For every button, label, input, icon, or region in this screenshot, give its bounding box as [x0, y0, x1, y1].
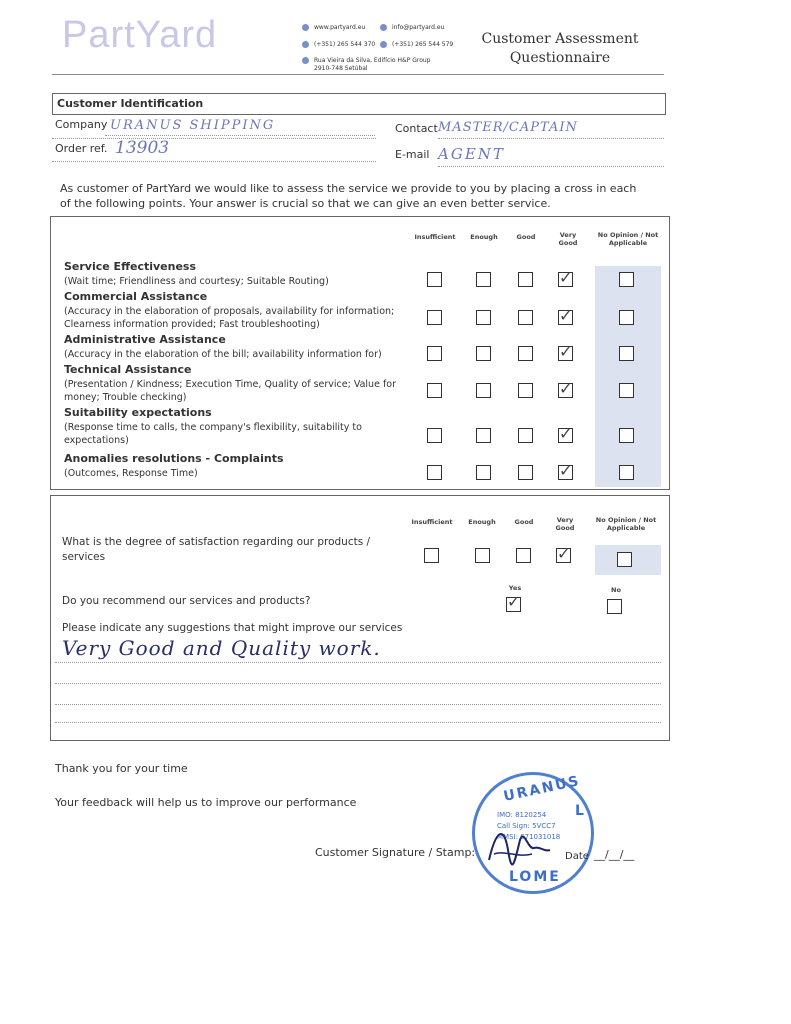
criterion-title: Administrative Assistance — [64, 333, 226, 346]
criterion-title: Anomalies resolutions - Complaints — [64, 452, 284, 465]
criterion-enough-checkbox[interactable] — [476, 383, 491, 398]
criterion-good-checkbox[interactable] — [518, 272, 533, 287]
email-underline — [438, 166, 664, 167]
check-mark-icon: ✓ — [557, 544, 571, 563]
order-underline — [52, 161, 376, 162]
col2-not-applicable: No Opinion / Not Applicable — [595, 516, 657, 532]
email-label: E-mail — [395, 148, 430, 161]
criterion-enough-checkbox[interactable] — [476, 346, 491, 361]
check-mark-icon: ✓ — [507, 592, 521, 611]
email-line: info@partyard.eu — [380, 24, 444, 31]
suggestion-line-3 — [55, 704, 661, 705]
criterion-good-checkbox[interactable] — [518, 383, 533, 398]
check-mark-icon: ✓ — [559, 379, 573, 398]
col-good: Good — [516, 233, 536, 241]
criterion-enough-checkbox[interactable] — [476, 272, 491, 287]
criterion-very-good-checkbox[interactable] — [558, 461, 573, 480]
criterion-very-good-checkbox[interactable] — [558, 424, 573, 443]
col2-good: Good — [514, 518, 534, 526]
criterion-good-checkbox[interactable] — [518, 428, 533, 443]
col2-insufficient: Insufficient — [411, 518, 453, 526]
suggestion-line-4 — [55, 722, 661, 723]
stamp-line-2: Call Sign: 5VCC7 — [497, 822, 556, 830]
criterion-description: (Presentation / Kindness; Execution Time, Quality of service; Value for money; Trouble checking) — [64, 379, 397, 403]
phone2-line: (+351) 265 544 579 — [380, 41, 453, 48]
col-insufficient: Insufficient — [414, 233, 456, 241]
stamp-line-3: MMSI: 671031018 — [497, 833, 561, 841]
criterion-description: (Response time to calls, the company's flexibility, suitability to expectations) — [64, 422, 362, 446]
criterion-description: (Outcomes, Response Time) — [64, 468, 198, 479]
col2-very-good: Very Good — [555, 516, 575, 532]
globe-icon — [302, 24, 309, 31]
satisfaction-question: What is the degree of satisfaction regarding our products / services — [62, 536, 371, 563]
contact-label: Contact — [395, 122, 438, 135]
check-mark-icon: ✓ — [559, 306, 573, 325]
identification-heading: Customer Identification — [57, 97, 204, 110]
satisfaction-very-good-checkbox[interactable] — [556, 544, 571, 563]
criterion-na-checkbox[interactable] — [619, 310, 634, 325]
criterion-title: Technical Assistance — [64, 363, 192, 376]
no-label: No — [611, 586, 621, 594]
check-mark-icon: ✓ — [559, 424, 573, 443]
date-label: Date — [565, 851, 589, 862]
fax-icon — [380, 41, 387, 48]
criterion-description: (Wait time; Friendliness and courtesy; Suitable Routing) — [64, 276, 329, 287]
order-value: 13903 — [115, 138, 170, 158]
criterion-good-checkbox[interactable] — [518, 310, 533, 325]
order-top-rule — [52, 138, 376, 139]
col2-enough: Enough — [468, 518, 496, 526]
criterion-very-good-checkbox[interactable] — [558, 306, 573, 325]
email-value: AGENT — [438, 145, 505, 163]
criterion-enough-checkbox[interactable] — [476, 428, 491, 443]
suggestion-line-2 — [55, 683, 661, 684]
recommend-question: Do you recommend our services and products? — [62, 595, 311, 607]
col-not-applicable: No Opinion / Not Applicable — [597, 231, 659, 247]
na-column-shade — [595, 266, 661, 487]
location-icon — [302, 57, 309, 64]
criterion-insufficient-checkbox[interactable] — [427, 383, 442, 398]
criterion-na-checkbox[interactable] — [619, 428, 634, 443]
criterion-good-checkbox[interactable] — [518, 346, 533, 361]
intro-paragraph: As customer of PartYard we would like to assess the service we provide to you by placing a cross in each of the following points. Your answer is crucial so that we can give an even better service. — [60, 182, 637, 210]
check-mark-icon: ✓ — [559, 268, 573, 287]
satisfaction-insufficient-checkbox[interactable] — [424, 548, 439, 563]
satisfaction-enough-checkbox[interactable] — [475, 548, 490, 563]
contact-value: MASTER/CAPTAIN — [438, 120, 578, 135]
criterion-description: (Accuracy in the elaboration of proposals, availability for information; Clearness information provided; Fast troubleshooting) — [64, 306, 395, 330]
yes-label: Yes — [508, 584, 522, 592]
suggestions-answer: Very Good and Quality work. — [62, 636, 381, 660]
stamp-top-text: URANUS — [502, 773, 582, 805]
stamp-line-1: IMO: 8120254 — [497, 811, 547, 819]
partyard-logo: PartYard — [62, 14, 218, 56]
criterion-title: Service Effectiveness — [64, 260, 197, 273]
suggestion-line-1 — [55, 662, 661, 663]
feedback-text: Your feedback will help us to improve our performance — [55, 796, 357, 809]
criterion-very-good-checkbox[interactable] — [558, 379, 573, 398]
document-title: Customer Assessment Questionnaire — [481, 31, 639, 66]
criterion-insufficient-checkbox[interactable] — [427, 310, 442, 325]
criterion-title: Suitability expectations — [64, 406, 212, 419]
criterion-na-checkbox[interactable] — [619, 383, 634, 398]
criterion-good-checkbox[interactable] — [518, 465, 533, 480]
stamp-bottom-text: LOME — [509, 869, 561, 885]
satisfaction-good-checkbox[interactable] — [516, 548, 531, 563]
criterion-enough-checkbox[interactable] — [476, 310, 491, 325]
phone1-line: (+351) 265 544 370 — [302, 41, 375, 48]
check-mark-icon: ✓ — [559, 342, 573, 361]
criterion-enough-checkbox[interactable] — [476, 465, 491, 480]
col-enough: Enough — [470, 233, 498, 241]
thanks-text: Thank you for your time — [55, 762, 188, 775]
handwritten-signature — [484, 820, 554, 870]
criterion-insufficient-checkbox[interactable] — [427, 428, 442, 443]
criterion-insufficient-checkbox[interactable] — [427, 272, 442, 287]
company-value: URANUS SHIPPING — [110, 118, 276, 133]
recommend-no-checkbox[interactable] — [607, 599, 622, 614]
criterion-na-checkbox[interactable] — [619, 346, 634, 361]
address-line: Rua Vieira da Silva, Edifício H&P Group — [302, 57, 430, 64]
criterion-insufficient-checkbox[interactable] — [427, 465, 442, 480]
signature-label: Customer Signature / Stamp: — [315, 846, 476, 859]
criterion-very-good-checkbox[interactable] — [558, 268, 573, 287]
contact-underline — [438, 138, 664, 139]
col-very-good: Very Good — [558, 231, 578, 247]
header-rule — [52, 74, 664, 75]
website-line: www.partyard.eu — [302, 24, 365, 31]
date-blank: __/__/__ — [594, 848, 635, 861]
company-label: Company — [55, 118, 108, 131]
company-underline — [105, 135, 375, 136]
mail-icon — [380, 24, 387, 31]
check-mark-icon: ✓ — [559, 461, 573, 480]
order-label: Order ref. — [55, 142, 108, 155]
criterion-na-checkbox[interactable] — [619, 272, 634, 287]
suggestions-prompt: Please indicate any suggestions that might improve our services — [62, 622, 403, 634]
satisfaction-na-checkbox[interactable] — [617, 552, 632, 567]
criterion-na-checkbox[interactable] — [619, 465, 634, 480]
recommend-yes-checkbox[interactable] — [506, 592, 521, 612]
criterion-title: Commercial Assistance — [64, 290, 208, 303]
stamp-right-text: L — [575, 803, 584, 819]
criterion-very-good-checkbox[interactable] — [558, 342, 573, 361]
address-line-2: 2910-748 Setúbal — [314, 65, 368, 72]
criterion-description: (Accuracy in the elaboration of the bill; availability information for) — [64, 349, 382, 360]
criterion-insufficient-checkbox[interactable] — [427, 346, 442, 361]
phone-icon — [302, 41, 309, 48]
